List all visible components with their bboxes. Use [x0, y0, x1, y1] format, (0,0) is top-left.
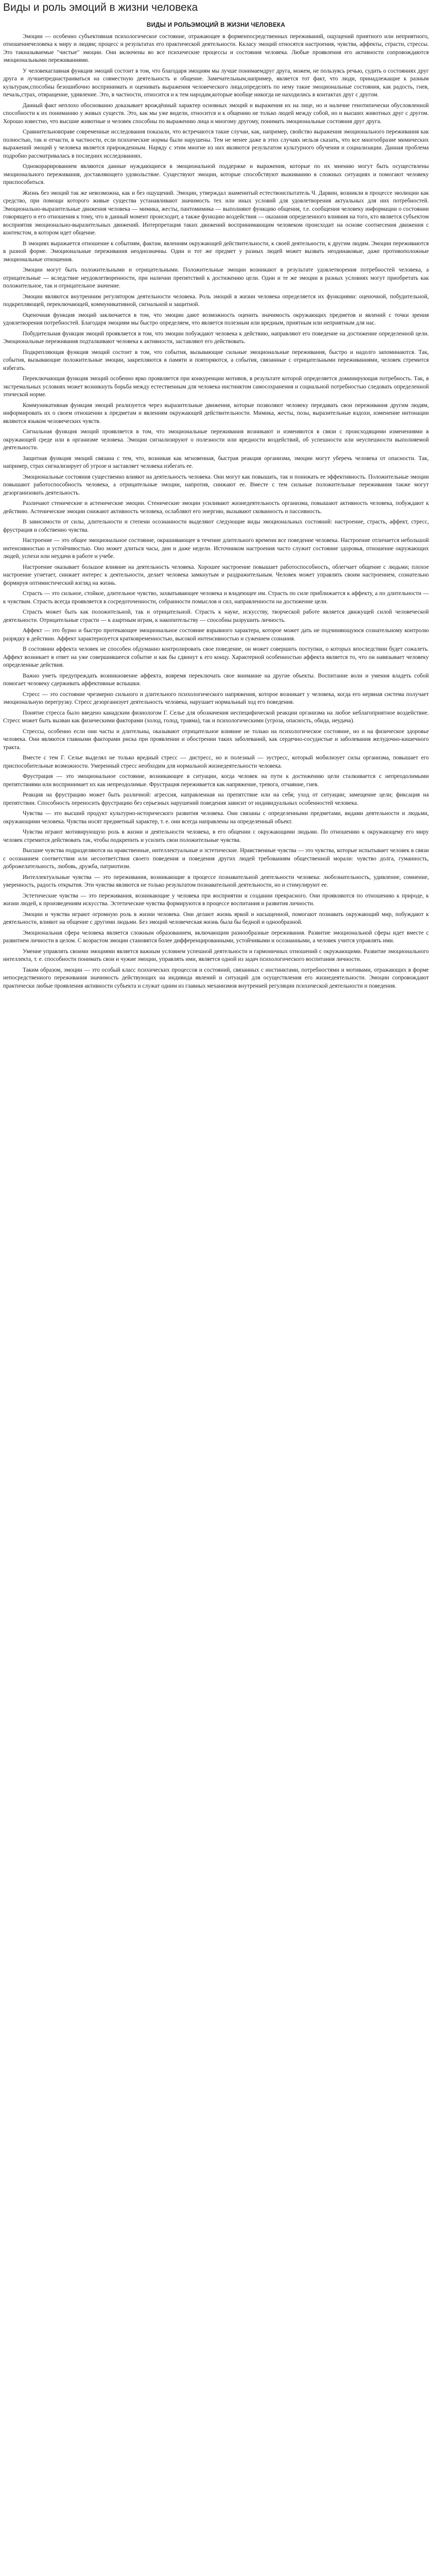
article-paragraph: Защитная функция эмоций связана с тем, что, возникая как мгновенная, быстрая реакция организма, эмоции могут уберечь человека от опасности. Так, например, страх сигнализирует об угрозе и заставляет человека избегать ее.	[3, 455, 429, 469]
article-paragraph: Сигнальная функция эмоций проявляется в том, что эмоциональные переживания возникают и изменяются в связи с происходящими изменениями в окружающей среде или в организме человека. Эмоции сигнализируют о полезности или вредности воздействий, об успешности или неуспешности выполняемой деятельности.	[3, 429, 429, 451]
article-paragraph: Коммуникативная функция эмоций реализуется через выразительные движения, которые позволяют человеку передавать свои переживания другим людям, информировать их о своем отношении к предметам и явлениям окружающей действительности. Мимика, жесты, позы, выразительные вздохи, изменение интонации являются языком человеческих чувств.	[3, 402, 429, 425]
article-paragraph: В эмоциях выражается отношение к событиям, фактам, явлениям окружающей действительности, к своей деятельности, к другим людям. Эмоции переживаются в разной форме. Эмоциональные переживания неоднозначны. Один и тот же предмет у разных людей может вызвать неодинаковые, даже противоположные эмоциональные отношения.	[3, 240, 429, 263]
article-body	[3, 22, 429, 990]
article-paragraph: Эмоции являются внутренним регулятором деятельности человека. Роль эмоций в жизни человека определяется их функциями: оценочной, побудительной, подкрепляющей, переключающей, коммуникативной, сигнальной и защитной.	[3, 293, 429, 308]
article-paragraph: Эмоциональная сфера человека является сложным образованием, включающим разнообразные переживания. Развитие эмоциональной сферы идет вместе с развитием личности в целом. С возрастом эмоции становятся более дифференцированными, устойчивыми и осознанными, а человек учится управлять ими.	[3, 929, 429, 944]
article-paragraph: Важно уметь предупреждать возникновение аффекта, вовремя переключать свое внимание на другие объекты. Воспитание воли и умения владеть собой помогает человеку сдерживать аффективные вспышки.	[3, 672, 429, 687]
article-paragraph: Однокорарированием являются данные нуждающиеся в эмоциональной поддержке и выражения, которые по их мнению могут быть осуществлены эмоционального переживания, доставляющего удовольствие. Существуют эмоции, которые способствуют выживанию в сложных ситуациях и помогают человеку приспособиться.	[3, 163, 429, 185]
article-paragraph: В состоянии аффекта человек не способен обдуманно контролировать свое поведение, он может совершить поступки, о которых впоследствии будет сожалеть. Аффект возникает в ответ на уже совершившееся событие и как бы сдвинут к его концу. Характерной особенностью аффекта является то, что он навязывает человеку определенные действия.	[3, 646, 429, 668]
article-paragraph: Настроение оказывает большое влияние на деятельность человека. Хорошее настроение повышает работоспособность, облегчает общение с людьми; плохое настроение угнетает, снижает интерес к деятельности, делает человека замкнутым и раздражительным. Человек может управлять своим настроением, сознательно формируя оптимистический взгляд на жизнь.	[3, 564, 429, 586]
article-paragraph: Понятие стресса было введено канадским физиологом Г. Селье для обозначения неспецифической реакции организма на любое неблагоприятное воздействие. Стресс может быть вызван как физическими факторами (холод, голод, травма), так и психологическими (угроза, опасность, обида, неудача).	[3, 709, 429, 724]
page	[0, 0, 436, 990]
article-paragraph: Данный факт неплохо обоснованно доказывает врождённый характер основных эмоций и выражения их на лице, но и наличие генотипически обусловленной способности к их пониманию у живых существ. Это, как мы уже видели, относится и к общению не только людей между собой, но и высших животных друг с другом. Хорошо известно, что высшие животные и человек способны по выражению лица и многому другому, понимать эмоциональные состояния друг друга.	[3, 102, 429, 125]
article-paragraph: Стресс — это состояние чрезмерно сильного и длительного психологического напряжения, которое возникает у человека, когда его нервная система получает эмоциональную перегрузку. Стресс дезорганизует деятельность человека, нарушает нормальный ход его поведения.	[3, 691, 429, 705]
article-paragraph: Вместе с тем Г. Селье выделял не только вредный стресс — дистресс, но и полезный — эустресс, который мобилизует силы организма, повышает его приспособительные возможности. Умеренный стресс необходим для нормальной жизнедеятельности человека.	[3, 755, 429, 769]
article-paragraph: Переключающая функция эмоций особенно ярко проявляется при конкуренции мотивов, в результате которой определяется доминирующая потребность. Так, в экстремальных условиях может возникнуть борьба между естественным для человека инстинктом самосохранения и социальной потребностью следовать определенной этической норме.	[3, 376, 429, 398]
article-title: ВИДЫ И РОЛЬЭМОЦИЙ В ЖИЗНИ ЧЕЛОВЕКА	[147, 22, 285, 28]
article-paragraph: Эмоции и чувства играют огромную роль в жизни человека. Они делают жизнь яркой и насыщенной, помогают познавать окружающий мир, побуждают к деятельности, влияют на общение с другими людьми. Без эмоций человеческая жизнь была бы бедной и однообразной.	[3, 911, 429, 925]
article-paragraph: Чувства — это высший продукт культурно-исторического развития человека. Они связаны с определенными предметами, видами деятельности и людьми, окружающими человека. Чувства носят предметный характер, т. е. они всегда направлены на определенный объект.	[3, 810, 429, 825]
article-paragraph: У человекаглавная функция эмоций состоит в том, что благодаря эмоциям мы лучше понимаемдруг друга, можем, не пользуясь речью, судить о состояниях друг друга и лучшепреднастраиваться на совместную деятельность и общение. Замечательным,например, является тот факт, что люди, принадлежащие к разным культурам,способны безошибочно воспринимать и оценивать выражения человеческого лица,определять по нему такие эмоциональные состояния, как радость, гнев, печаль,страх, отвращение, удивление. Это, в частности, относится и к тем народам,которые вообще никогда не находились в контактах друг с другом.	[3, 67, 429, 98]
article-paragraph: В зависимости от силы, длительности и степени осознанности выделяют следующие виды эмоциональных состояний: настроение, страсть, аффект, стресс, фрустрация и собственно чувства.	[3, 519, 429, 533]
article-paragraph: Высшие чувства подразделяются на нравственные, интеллектуальные и эстетические. Нравственные чувства — это чувства, которые испытывает человек в связи с осознанием соответствия или несоответствия своего поведения и поведения других людей требованиям общественной морали: чувство долга, гуманность, доброжелательность, любовь, дружба, патриотизм.	[3, 848, 429, 870]
article-paragraphs	[3, 33, 429, 991]
article-paragraph: Страсть может быть как положительной, так и отрицательной. Страсть к науке, искусству, творческой работе является движущей силой человеческой деятельности. Отрицательные страсти — к азартным играм, к накопительству — способны разрушить личность.	[3, 609, 429, 623]
article-paragraph: Таким образом, эмоции — это особый класс психических процессов и состояний, связанных с инстинктами, потребностями и мотивами, отражающих в форме непосредственного переживания значимость действующих на индивида явлений и ситуаций для осуществления его жизнедеятельности. Эмоции сопровождают практически любые проявления активности субъекта и служат одним из главных механизмов внутренней регуляции психической деятельности и поведения.	[3, 967, 429, 989]
page-heading: Виды и роль эмоций в жизни человека	[3, 2, 198, 13]
article-paragraph: Реакция на фрустрацию может быть различной: агрессия, направленная на препятствие или на себя; уход от ситуации; замещение цели; фиксация на препятствии. Способность переносить фрустрацию без серьезных нарушений поведения зависит от индивидуальных особенностей человека.	[3, 792, 429, 806]
article-paragraph: Умение управлять своими эмоциями является важным условием успешной деятельности и гармоничных отношений с окружающими. Развитие эмоционального интеллекта, т. е. способности понимать свои и чужие эмоции, управлять ими, является одной из задач психологического воспитания личности.	[3, 948, 429, 962]
article-paragraph: Сравнительновправе современные исследования показали, что встречаются такие случаи, как, например, свойство выражения эмоционального переживания как полностью, так и отчасти, в частности, если психические нормы были нарушены. Тем не менее даже в этих случаях нельзя сказать, что все многообразие мимических выражений эмоций у человека является прирожденным. Наряду с этим многие из них являются результатом культурного обучения и социализации. Данная проблема подробно рассматривалась в последних исследованиях.	[3, 129, 429, 159]
article-paragraph: Жизнь без эмоций так же невозможна, как и без ощущений. Эмоции, утверждал знаменитый естествоиспытатель Ч. Дарвин, возникли в процессе эволюции как средство, при помощи которого живые существа устанавливают значимость тех или иных условий для удовлетворения актуальных для них потребностей. Эмоционально-выразительные движения человека — мимика, жесты, пантомимика — выполняют функцию общения, т.е. сообщения человеку информации о состоянии говорящего и его отношения к тому, что в данный момент происходит, а также функцию воздействия — оказания определенного влияния на того, кто является субъектом восприятия эмоционально-выразительных движений. Интерпретация таких движений воспринимающим человеком происходит на основе соотнесения движения с контекстом, в котором идет общение.	[3, 190, 429, 236]
article-paragraph: Оценочная функция эмоций заключается в том, что эмоции дают возможность оценить значимость окружающих предметов и явлений с точки зрения удовлетворения потребностей. Благодаря эмоциям мы быстро определяем, что является полезным или вредным, приятным или неприятным для нас.	[3, 312, 429, 326]
article-paragraph: Аффект — это бурно и быстро протекающее эмоциональное состояние взрывного характера, которое может дать не подчиняющуюся сознательному контролю разрядку в действии. Аффект характеризуется кратковременностью, высокой интенсивностью и сужением сознания.	[3, 628, 429, 642]
article-paragraph: Эмоции — особенно субъективная психологическое состояние, отражающее в форменпосредственных переживаний, ощущений приятного или неприятного, отношениечеловека к миру и людям; процесс и результатах его практической деятельности. Ккласу эмоций относятся настроения, чувства, аффекты, страсти, стрессы. Это такназываемые "чистые" эмоции. Они включены во все психические процессы и состояния человека. Любые проявления его активности сопровождаются эмоциональными переживаниями.	[3, 33, 429, 63]
article-paragraph: Подкрепляющая функция эмоций состоит в том, что события, вызывающие сильные эмоциональные переживания, быстро и надолго запоминаются. Так, события, вызывающие положительные эмоции, закрепляются в памяти и повторяются, а события, связанные с отрицательными переживаниями, человек стремится избегать.	[3, 349, 429, 371]
article-paragraph: Побудительная функция эмоций проявляется в том, что эмоции побуждают человека к действию, направляют его поведение на достижение определенной цели. Эмоциональные переживания подталкивают человека к активности, заставляют его действовать.	[3, 330, 429, 345]
article-paragraph: Чувства играют мотивирующую роль в жизни и деятельности человека, в его общении с окружающими людьми. По отношению к окружающему его миру человек стремится действовать так, чтобы подкрепить и усилить свои положительные чувства.	[3, 829, 429, 843]
article-paragraph: Эстетические чувства — это переживания, возникающие у человека при восприятии и создании прекрасного. Они проявляются по отношению к природе, к жизни людей, к произведениям искусства. Эстетические чувства формируются в процессе воспитания и развития личности.	[3, 892, 429, 907]
article-paragraph: Интеллектуальные чувства — это переживания, возникающие в процессе познавательной деятельности человека: любознательность, удивление, сомнение, уверенность, радость открытия. Эти чувства являются не только результатом познавательной деятельности, но и стимулируют ее.	[3, 874, 429, 888]
article-paragraph: Настроение — это общее эмоциональное состояние, окрашивающее в течение длительного времени все поведение человека. Настроение отличается небольшой интенсивностью и устойчивостью. Оно может длиться часы, дни и даже недели. Источником настроения часто служит состояние здоровья, отношение окружающих людей, успехи или неудачи в работе и учебе.	[3, 537, 429, 560]
article-paragraph: Страсть — это сильное, стойкое, длительное чувство, захватывающее человека и владеющее им. Страсть по силе приближается к аффекту, а по длительности — к чувствам. Страсть всегда проявляется в сосредоточенности, собранности помыслов и сил, направленности на достижение цели.	[3, 590, 429, 605]
article-paragraph: Стрессы, особенно если они часты и длительны, оказывают отрицательное влияние не только на психологическое состояние, но и на физическое здоровье человека. Они являются главными факторами риска при проявлении и обострении таких заболеваний, как сердечно-сосудистые и заболевания желудочно-кишечного тракта.	[3, 728, 429, 751]
article-paragraph: Различают стенические и астенические эмоции. Стенические эмоции усиливают жизнедеятельность организма, повышают активность человека, побуждают к действию. Астенические эмоции снижают активность человека, ослабляют его энергию, вызывают скованность и пассивность.	[3, 500, 429, 515]
article-paragraph: Эмоции могут быть положительными и отрицательными. Положительные эмоции возникают в результате удовлетворения потребностей человека, а отрицательные — вследствие неудовлетворенности, при наличии препятствий к достижению цели. Одни и те же эмоции в разных условиях могут приобретать как положительное, так и отрицательное значение.	[3, 267, 429, 289]
article-paragraph: Фрустрация — это эмоциональное состояние, возникающее в ситуации, когда человек на пути к достижению цели сталкивается с непреодолимыми препятствиями или воспринимает их как непреодолимые. Фрустрация переживается как напряжение, тревога, отчаяние, гнев.	[3, 773, 429, 788]
article-paragraph: Эмоциональные состояния существенно влияют на деятельность человека. Они могут как повышать, так и понижать ее эффективность. Положительные эмоции повышают работоспособность человека, а отрицательные эмоции, напротив, снижают ее. Вместе с тем сильные положительные переживания также могут дезорганизовать деятельность.	[3, 473, 429, 496]
